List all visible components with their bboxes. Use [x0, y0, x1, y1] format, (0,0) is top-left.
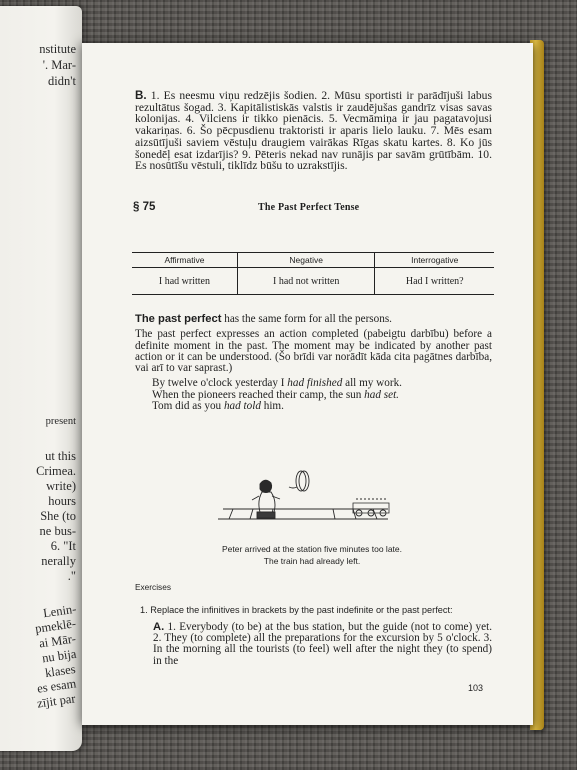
left-fragment: present: [45, 416, 76, 427]
example-italic: had finished: [287, 377, 343, 390]
left-fragment: pmeklē-: [34, 616, 77, 636]
term-bold: The past perfect: [135, 313, 222, 325]
left-fragment: .": [67, 569, 76, 583]
left-fragment: es esam: [35, 676, 77, 696]
left-fragment: klases: [44, 661, 77, 681]
left-fragment: didn't: [48, 74, 76, 88]
example-text: him.: [260, 400, 284, 413]
section-number: § 75: [133, 200, 156, 213]
exercise-a-text: [153, 622, 492, 667]
table-header: Affirmative: [132, 253, 237, 268]
table-row: [132, 268, 494, 295]
example-text: all my work.: [342, 377, 402, 390]
tense-table: [132, 252, 494, 295]
station-illustration: [213, 461, 393, 533]
section-title: The Past Perfect Tense: [258, 201, 360, 213]
left-fragment: nerally: [41, 554, 76, 568]
left-fragment: nstitute: [39, 42, 76, 56]
left-fragment: hours: [48, 494, 76, 508]
example-text: By twelve o'clock yesterday I: [152, 377, 288, 390]
table-header: Negative: [237, 253, 375, 268]
example-italic: had set.: [364, 388, 399, 401]
form-paragraph: [135, 314, 492, 325]
left-fragment: '. Mar-: [42, 58, 76, 72]
left-fragment: ai Mār-: [38, 631, 77, 651]
left-fragment: zījit par: [36, 691, 77, 711]
section-header: [135, 201, 492, 217]
left-fragment: nu bija: [40, 646, 77, 666]
caption-line: Peter arrived at the station five minutes too late.: [221, 544, 402, 554]
exercise-b-block: [135, 90, 492, 217]
example-text: Tom did as you: [152, 400, 224, 413]
exercise-a-sentences: 1. Everybody (to be) at the bus station, but the guide (not to come) yet. 2. They (to complete) all the preparations for the excursion by 5 o'clock. 3. In the morning all the tourists (to feel) well after the night they (to spend) in the: [153, 621, 493, 667]
table-cell: I had not written: [237, 268, 375, 295]
book-page: [82, 43, 533, 725]
exercise-b-label: B.: [135, 89, 147, 102]
exercise-a-label: A.: [153, 621, 165, 633]
exercises-heading: Exercises: [135, 582, 171, 592]
table-header: Interrogative: [375, 253, 494, 268]
caption-line: The train had already left.: [263, 556, 361, 566]
left-fragment: Lenin-: [41, 601, 77, 621]
example-text: When the pioneers reached their camp, the sun: [152, 388, 365, 401]
table-header-row: [132, 253, 494, 268]
left-fragment: write): [46, 479, 76, 493]
table-cell: I had written: [158, 275, 210, 287]
left-fragment: 6. "It: [50, 539, 76, 553]
illustration-caption: [122, 543, 502, 567]
left-page: [0, 6, 82, 751]
exercise-instruction: 1. Replace the infinitives in brackets by the past indefinite or the past perfect:: [140, 605, 453, 615]
exercise-b-sentences: 1. Es neesmu viņu redzējis šodien. 2. Mūsu sportisti ir parādījuši labus rezultātus šogad. 3. Kapitālistiskās valstis ir zaudējušas gandrīz visas savas kolonijas. 4. Vilciens ir tikko pienācis. 5. Vecmāmiņa ir jau pagatavojusi vakariņas. 6. Šo pēcpusdienu traktoristi ir aparis lielo lauku. 7. Mēs esam aizsūtījuši saviem vēstuļu draugiem vairākas Rīgas skatu kartes. 8. Ko jūs šonedēļ esat izdarījis? 9. Pēteris nekad nav runājis par savām grūtībām. 10. Es nosūtīšu vēstuli, tiklīdz būšu to uzrakstījis.: [135, 89, 492, 173]
example-italic: had told: [223, 400, 261, 413]
page-number: 103: [468, 683, 484, 693]
usage-paragraph: The past perfect expresses an action completed (pabeigtu darbību) before a definite moment in the past. The moment may be indicated by another past action or it can be understood. (Šo brīdi var norādīt kāda cita pagātnes darbība, vai arī to var saprast.): [135, 328, 492, 375]
left-fragment: ut this: [45, 449, 76, 463]
left-fragment: ne bus-: [39, 524, 76, 538]
explanation-text: [135, 314, 492, 412]
form-sentence: has the same form for all the persons.: [221, 313, 392, 325]
table-cell: Had I written?: [375, 268, 494, 295]
left-fragment: She (to: [40, 509, 76, 523]
left-fragment: Crimea.: [36, 464, 76, 478]
example-sentence: [135, 401, 492, 412]
exercise-b-text: [135, 90, 492, 172]
